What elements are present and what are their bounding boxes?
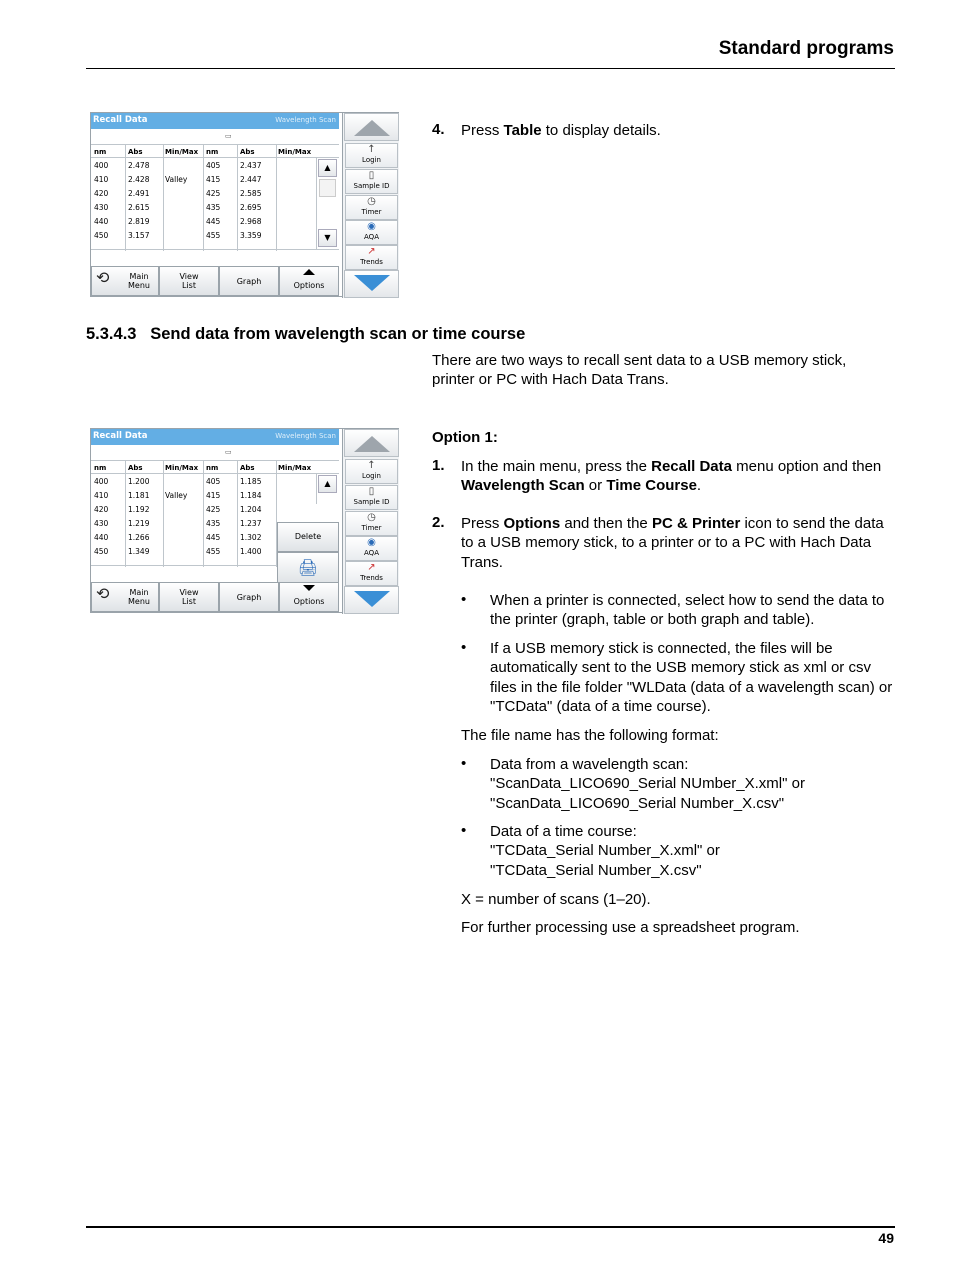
table-cell: 455	[206, 547, 221, 556]
table-cell: 2.968	[240, 217, 262, 226]
col-header-nm: nm	[206, 148, 219, 156]
bullet-line: "ScanData_LICO690_Serial Number_X.csv"	[490, 794, 785, 812]
options-label: Options	[293, 280, 325, 290]
screen-title	[91, 113, 339, 129]
col-header-minmax: Min/Max	[278, 148, 312, 156]
table-cell: 1.204	[240, 505, 262, 514]
pc-printer-icon[interactable]: 🖨	[277, 552, 339, 584]
scroll-up-button[interactable]	[344, 429, 399, 457]
aqa-icon: ◉	[367, 537, 376, 548]
bullet-text-time-course	[490, 822, 895, 880]
table-cell: 2.437	[240, 161, 262, 170]
login-label: Login	[362, 472, 381, 480]
scroll-down-button[interactable]	[344, 270, 399, 298]
table-cell: 425	[206, 189, 221, 198]
table-cell: 435	[206, 203, 221, 212]
step-text: or	[584, 477, 607, 495]
sample-id-button[interactable]	[345, 169, 398, 194]
trends-button[interactable]	[345, 245, 398, 270]
table-cell: 435	[206, 519, 221, 528]
step-bold-text: Wavelength Scan	[461, 477, 585, 495]
bullet-line: "ScanData_LICO690_Serial NUmber_X.xml" or	[490, 775, 805, 793]
step-text: and then the	[560, 515, 652, 532]
options-button[interactable]	[279, 582, 339, 612]
screen-title-text: Recall Data	[93, 115, 148, 125]
recall-data-screen-2	[90, 428, 399, 613]
bullet-text: When a printer is connected, select how to send the data to the printer (graph, table or both graph and table).	[490, 592, 885, 629]
up-arrow-icon	[354, 436, 390, 452]
table-cell: 1.400	[240, 547, 262, 556]
login-icon: ↑	[367, 460, 376, 471]
table-cell: 1.181	[128, 491, 150, 500]
trends-icon: ↗	[367, 246, 376, 257]
bullet-marker: •	[461, 639, 467, 656]
sample-id-label: Sample ID	[353, 498, 390, 506]
scroll-up-icon[interactable]: ▲	[318, 159, 337, 177]
filename-intro: The file name has the following format:	[461, 727, 719, 744]
side-toolbar	[342, 113, 399, 298]
table-cell: 1.192	[128, 505, 150, 514]
bullet-text-wavelength	[490, 755, 895, 813]
section-number: 5.3.4.3	[86, 325, 137, 343]
col-header-abs: Abs	[128, 464, 143, 472]
table-cell: 400	[94, 477, 109, 486]
table-cell: 1.219	[128, 519, 150, 528]
bullet-line: "TCData_Serial Number_X.csv"	[490, 861, 702, 879]
table-cell: 410	[94, 175, 109, 184]
table-cell: 2.428	[128, 175, 150, 184]
aqa-label: AQA	[364, 233, 379, 241]
recall-data-screen-1	[90, 112, 399, 297]
table-cell: 445	[206, 217, 221, 226]
back-arrow-icon: ⟲	[96, 584, 110, 603]
login-button[interactable]	[345, 459, 398, 484]
trends-label: Trends	[360, 574, 383, 582]
table-cell: 1.302	[240, 533, 262, 542]
table-cell: 415	[206, 175, 221, 184]
step-bold-text: Time Course	[606, 477, 697, 495]
aqa-icon: ◉	[367, 221, 376, 232]
view-list-label: View	[179, 588, 199, 597]
sample-id-icon: ▯	[368, 170, 375, 181]
graph-button[interactable]: Graph	[219, 266, 279, 296]
delete-button[interactable]: Delete	[277, 522, 339, 552]
trends-button[interactable]	[345, 561, 398, 586]
graph-button[interactable]: Graph	[219, 582, 279, 612]
timer-label: Timer	[361, 524, 382, 532]
step-bold-text: Table	[503, 122, 542, 139]
aqa-button[interactable]	[345, 536, 398, 561]
bottom-toolbar	[91, 266, 339, 296]
table-divider	[237, 145, 238, 251]
table-divider	[163, 145, 164, 251]
table-cell: 455	[206, 231, 221, 240]
table-cell: 430	[94, 203, 109, 212]
screen-subtitle: Wavelength Scan	[275, 116, 336, 124]
col-header-nm: nm	[94, 148, 107, 156]
down-arrow-icon	[354, 275, 390, 291]
step-1-text	[461, 457, 891, 496]
table-cell: 3.157	[128, 231, 150, 240]
table-divider	[203, 461, 204, 567]
table-cell: 1.184	[240, 491, 262, 500]
table-divider	[91, 473, 339, 474]
timer-icon: ◷	[367, 512, 376, 523]
step-2-text	[461, 514, 896, 572]
footer-rule	[86, 1226, 895, 1228]
table-divider	[203, 145, 204, 251]
bullet-marker: •	[461, 755, 467, 772]
table-cell: 405	[206, 161, 221, 170]
table-cell: 1.200	[128, 477, 150, 486]
main-menu-label: Main	[129, 272, 149, 281]
view-list-label: View	[179, 272, 199, 281]
col-header-minmax: Min/Max	[278, 464, 312, 472]
step-number: 2.	[432, 514, 445, 531]
main-menu-button[interactable]	[91, 266, 159, 296]
sample-id-button[interactable]	[345, 485, 398, 510]
bullet-text: If a USB memory stick is connected, the files will be automatically sent to the USB memory stick as xml or csv files in the file folder "WLData (data of a wavelength scan) or "TCData" (data of a time course).	[490, 640, 893, 715]
collapse-down-icon	[303, 585, 315, 591]
data-table	[91, 144, 339, 250]
table-cell: 1.349	[128, 547, 150, 556]
header-rule	[86, 68, 895, 69]
bullet-marker: •	[461, 591, 467, 608]
col-header-abs: Abs	[128, 148, 143, 156]
col-header-abs: Abs	[240, 148, 255, 156]
aqa-button[interactable]	[345, 220, 398, 245]
view-list-label: List	[182, 597, 196, 606]
table-divider	[237, 461, 238, 567]
table-scrollbar[interactable]	[316, 158, 338, 250]
timer-icon: ◷	[367, 196, 376, 207]
screen-title	[91, 429, 339, 445]
main-menu-label: Menu	[128, 597, 150, 606]
table-cell: 420	[94, 189, 109, 198]
bottom-toolbar	[91, 582, 339, 612]
table-divider	[125, 145, 126, 251]
table-cell: 2.695	[240, 203, 262, 212]
view-list-button[interactable]	[159, 582, 219, 612]
trash-icon[interactable]: ▭	[225, 132, 232, 140]
table-cell: 2.447	[240, 175, 262, 184]
table-cell: 415	[206, 491, 221, 500]
bullet-marker: •	[461, 822, 467, 839]
timer-button[interactable]	[345, 511, 398, 536]
step-bold-text: Recall Data	[651, 458, 732, 475]
step-bold-text: Options	[503, 515, 561, 532]
login-icon: ↑	[367, 144, 376, 155]
side-toolbar	[342, 429, 399, 614]
table-cell: 2.585	[240, 189, 262, 198]
table-cell: 2.478	[128, 161, 150, 170]
page-number: 49	[878, 1230, 894, 1246]
up-arrow-icon	[354, 120, 390, 136]
col-header-nm: nm	[206, 464, 219, 472]
login-button[interactable]	[345, 143, 398, 168]
step-text: Press	[461, 515, 504, 532]
step-text: menu option and then	[731, 458, 882, 475]
down-arrow-icon	[354, 591, 390, 607]
col-header-nm: nm	[94, 464, 107, 472]
table-cell: Valley	[165, 491, 188, 500]
bullet-line: Data from a wavelength scan:	[490, 756, 689, 773]
col-header-abs: Abs	[240, 464, 255, 472]
table-cell: 1.237	[240, 519, 262, 528]
option-1-heading: Option 1:	[432, 429, 498, 446]
x-note: X = number of scans (1–20).	[461, 891, 651, 908]
section-title: Send data from wavelength scan or time course	[150, 325, 526, 343]
table-cell: 410	[94, 491, 109, 500]
table-cell: 440	[94, 533, 109, 542]
step-text: to display details.	[541, 122, 661, 139]
table-cell: 2.491	[128, 189, 150, 198]
options-label: Options	[293, 596, 325, 606]
scroll-down-icon[interactable]: ▼	[318, 229, 337, 247]
step-text: .	[696, 477, 702, 495]
table-cell: 1.185	[240, 477, 262, 486]
main-menu-label: Main	[129, 588, 149, 597]
table-cell: 2.615	[128, 203, 150, 212]
further-processing-note: For further processing use a spreadsheet program.	[461, 919, 800, 936]
trash-icon[interactable]: ▭	[225, 448, 232, 456]
table-cell: Valley	[165, 175, 188, 184]
table-cell: 440	[94, 217, 109, 226]
timer-button[interactable]	[345, 195, 398, 220]
table-cell: 420	[94, 505, 109, 514]
table-divider	[276, 145, 277, 251]
section-heading	[86, 325, 525, 344]
table-cell: 1.266	[128, 533, 150, 542]
screen-title-text: Recall Data	[93, 431, 148, 441]
view-list-label: List	[182, 281, 196, 290]
bullet-line: "TCData_Serial Number_X.xml" or	[490, 842, 720, 860]
scroll-up-icon[interactable]: ▲	[318, 475, 337, 493]
table-cell: 450	[94, 547, 109, 556]
step-text: icon to send the data to a USB memory stick, to a printer or to a PC with Hach Data Trans.	[461, 515, 884, 571]
table-cell: 405	[206, 477, 221, 486]
table-divider	[91, 157, 339, 158]
scroll-thumb[interactable]	[319, 179, 336, 197]
table-divider	[125, 461, 126, 567]
table-cell: 450	[94, 231, 109, 240]
scroll-down-button[interactable]	[344, 586, 399, 614]
page-header-title: Standard programs	[718, 38, 894, 59]
bullet-line: Data of a time course:	[490, 823, 637, 840]
sample-id-icon: ▯	[368, 486, 375, 497]
table-cell: 2.819	[128, 217, 150, 226]
trends-label: Trends	[360, 258, 383, 266]
view-list-button[interactable]	[159, 266, 219, 296]
step-number: 4.	[432, 121, 445, 138]
aqa-label: AQA	[364, 549, 379, 557]
timer-label: Timer	[361, 208, 382, 216]
step-4-text	[461, 121, 891, 140]
options-popup-menu	[277, 522, 339, 584]
col-header-minmax: Min/Max	[165, 148, 199, 156]
expand-up-icon	[303, 269, 315, 275]
col-header-minmax: Min/Max	[165, 464, 199, 472]
main-menu-button[interactable]	[91, 582, 159, 612]
sample-id-label: Sample ID	[353, 182, 390, 190]
trends-icon: ↗	[367, 562, 376, 573]
step-bold-text: PC & Printer	[651, 515, 741, 532]
step-number: 1.	[432, 457, 445, 474]
intro-paragraph: There are two ways to recall sent data to a USB memory stick, printer or PC with Hach Data Trans.	[432, 352, 847, 389]
scroll-up-button[interactable]	[344, 113, 399, 141]
table-scrollbar[interactable]	[316, 474, 338, 504]
table-cell: 400	[94, 161, 109, 170]
step-text: In the main menu, press the	[461, 458, 652, 475]
table-cell: 445	[206, 533, 221, 542]
options-button[interactable]	[279, 266, 339, 296]
step-text: Press	[461, 122, 504, 139]
main-menu-label: Menu	[128, 281, 150, 290]
screen-subtitle: Wavelength Scan	[275, 432, 336, 440]
table-cell: 3.359	[240, 231, 262, 240]
table-cell: 430	[94, 519, 109, 528]
table-cell: 425	[206, 505, 221, 514]
back-arrow-icon: ⟲	[96, 268, 110, 287]
table-divider	[163, 461, 164, 567]
login-label: Login	[362, 156, 381, 164]
